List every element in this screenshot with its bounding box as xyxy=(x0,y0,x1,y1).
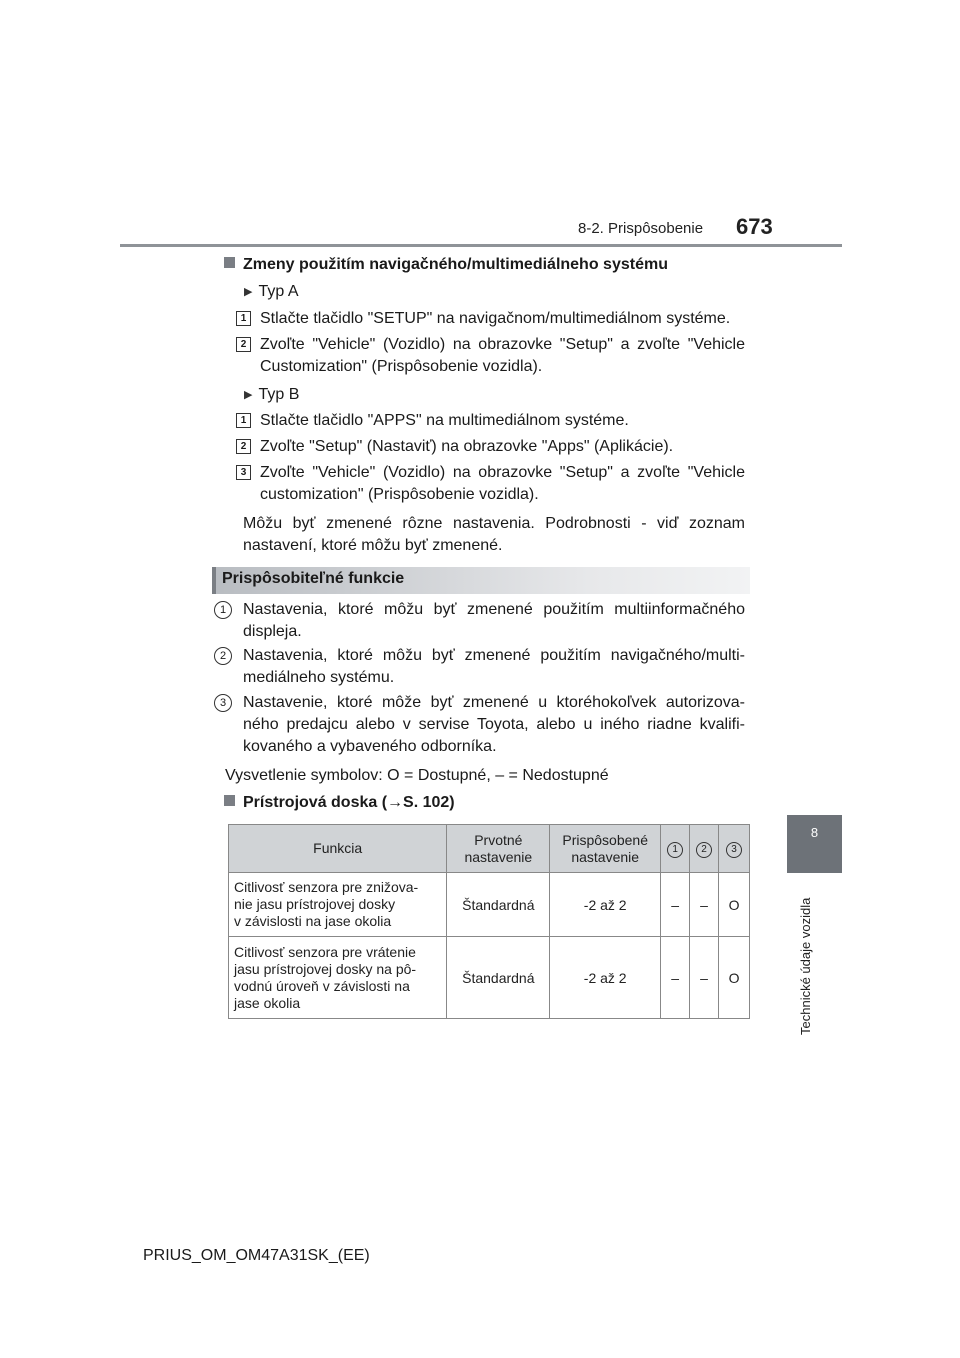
type-b-step-2: Zvoľte "Setup" (Nastaviť) na obrazovke "Apps" (Aplikácie). xyxy=(260,438,674,455)
nav-heading-text: Zmeny použitím navigačného/multimediálneho systému xyxy=(243,256,668,273)
table-row xyxy=(229,937,750,1019)
legend-item-2-line2: mediálneho systému. xyxy=(243,669,395,686)
header-col-3 xyxy=(719,825,750,873)
step-number-box: 2 xyxy=(236,439,251,454)
default-cell: Štandardná xyxy=(447,937,550,1019)
header-default-line1: Prvotné xyxy=(474,831,523,848)
circled-number-2: 2 xyxy=(696,842,712,858)
step-number-box: 1 xyxy=(236,413,251,428)
type-b-text: Typ B xyxy=(258,386,300,403)
nav-heading xyxy=(224,254,668,276)
type-b-step-3 xyxy=(260,462,745,506)
symbols-legend: Vysvetlenie symbolov: O = Dostupné, – = Nedostupné xyxy=(225,767,609,784)
arrow-right-icon: → xyxy=(387,794,404,811)
avail-cell-3: O xyxy=(719,937,750,1019)
type-b-step-3-line1: Zvoľte "Vehicle" (Vozidlo) na obrazovke "Setup" a zvoľte "Vehicle xyxy=(260,464,745,481)
header-custom-line1: Prispôsobené xyxy=(562,831,648,848)
legend-item-3-line3: kovaného a vybaveného odborníka. xyxy=(243,738,497,755)
function-line: Citlivosť senzora pre znižova- xyxy=(234,879,419,895)
function-line: vodnú úroveň v závislosti na xyxy=(234,977,410,994)
instrument-panel-heading xyxy=(224,792,455,814)
header-col-1 xyxy=(661,825,690,873)
avail-cell-3: O xyxy=(719,873,750,937)
custom-cell: -2 až 2 xyxy=(550,937,661,1019)
type-a-text: Typ A xyxy=(258,283,299,300)
note-line2: nastavení, ktoré môžu byť zmenené. xyxy=(243,537,503,554)
step-number-box: 1 xyxy=(236,311,251,326)
custom-cell: -2 až 2 xyxy=(550,873,661,937)
section-title: Prispôsobiteľné funkcie xyxy=(222,570,405,587)
type-b-label xyxy=(244,384,299,406)
function-cell xyxy=(229,873,447,937)
legend-item-2-line1: Nastavenia, ktoré môžu byť zmenené použitím navigačného/multi- xyxy=(243,647,745,664)
functions-table xyxy=(228,824,750,1019)
avail-cell-1: – xyxy=(661,873,690,937)
type-a-label xyxy=(244,281,299,303)
type-a-step-2 xyxy=(260,334,745,378)
header-default xyxy=(447,825,550,873)
header-custom-line2: nastavenie xyxy=(571,848,640,865)
legend-item-1 xyxy=(243,599,745,643)
circled-number-1: 1 xyxy=(214,601,232,619)
instrument-heading-prefix: Prístrojová doska ( xyxy=(243,794,388,811)
running-header-section: 8-2. Prispôsobenie xyxy=(578,220,704,237)
step-number-box: 2 xyxy=(236,337,251,352)
type-a-step-2-line1: Zvoľte "Vehicle" (Vozidlo) na obrazovke "Setup" a zvoľte "Vehicle xyxy=(260,336,745,353)
chapter-number: 8 xyxy=(810,825,819,840)
table-header-row xyxy=(229,825,750,873)
function-cell xyxy=(229,937,447,1019)
square-bullet-icon xyxy=(224,257,235,268)
header-custom xyxy=(550,825,661,873)
chapter-title: Technické údaje vozidla xyxy=(798,897,813,1035)
type-b-step-1: Stlačte tlačidlo "APPS" na multimediálnom systéme. xyxy=(260,412,629,429)
square-bullet-icon xyxy=(224,795,235,806)
legend-item-1-line1: Nastavenia, ktoré môžu byť zmenené použitím multiinformačného xyxy=(243,601,745,618)
avail-cell-2: – xyxy=(690,873,719,937)
header-rule xyxy=(120,244,842,247)
function-line: v závislosti na jase okolia xyxy=(234,913,392,929)
function-line: jasu prístrojovej dosky na pô- xyxy=(234,960,417,977)
circled-number-1: 1 xyxy=(667,842,683,858)
note-line1: Môžu byť zmenené rôzne nastavenia. Podrobnosti - viď zoznam xyxy=(243,515,745,532)
instrument-heading-suffix[interactable]: S. 102) xyxy=(403,794,455,811)
default-cell: Štandardná xyxy=(447,873,550,937)
avail-cell-1: – xyxy=(661,937,690,1019)
chapter-tab xyxy=(787,815,842,873)
footer-code: PRIUS_OM_OM47A31SK_(EE) xyxy=(143,1247,370,1264)
avail-cell-2: – xyxy=(690,937,719,1019)
triangle-bullet-icon: ▶ xyxy=(244,389,253,401)
legend-item-3-line2: ného predajcu alebo v servise Toyota, alebo u iného riadne kvalifi- xyxy=(243,716,745,733)
note-paragraph xyxy=(243,513,745,557)
step-number-box: 3 xyxy=(236,465,251,480)
circled-number-3: 3 xyxy=(726,842,742,858)
function-line: nie jasu prístrojovej dosky xyxy=(234,896,396,912)
legend-item-3 xyxy=(243,692,745,758)
circled-number-3: 3 xyxy=(214,694,232,712)
circled-number-2: 2 xyxy=(214,647,232,665)
type-b-step-3-line2: customization" (Prispôsobenie vozidla). xyxy=(260,486,539,503)
legend-item-2 xyxy=(243,645,745,689)
page-number: 673 xyxy=(736,214,773,239)
function-line: jase okolia xyxy=(234,994,301,1011)
legend-item-1-line2: displeja. xyxy=(243,623,302,640)
section-bar-edge xyxy=(212,567,216,594)
header-col-2 xyxy=(690,825,719,873)
header-default-line2: nastavenie xyxy=(464,848,533,865)
table-row xyxy=(229,873,750,937)
type-a-step-2-line2: Customization" (Prispôsobenie vozidla). xyxy=(260,358,543,375)
function-line: Citlivosť senzora pre vrátenie xyxy=(234,943,416,960)
header-function: Funkcia xyxy=(229,825,447,873)
type-a-step-1: Stlačte tlačidlo "SETUP" na navigačnom/multimediálnom systéme. xyxy=(260,310,731,327)
legend-item-3-line1: Nastavenie, ktoré môže byť zmenené u ktoréhokoľvek autorizova- xyxy=(243,694,745,711)
triangle-bullet-icon: ▶ xyxy=(244,286,253,298)
